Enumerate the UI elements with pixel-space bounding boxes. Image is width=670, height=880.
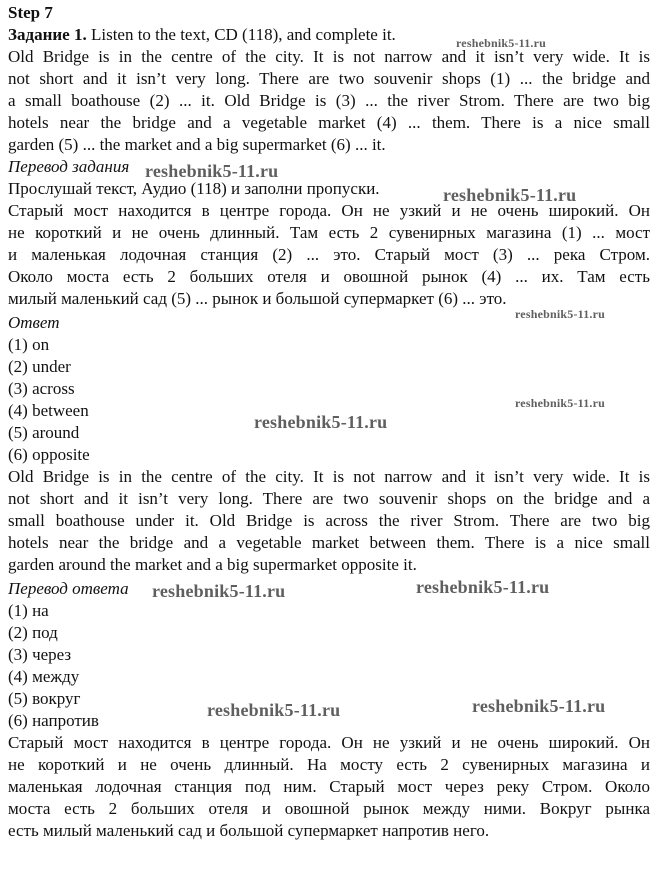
answer-translation-item: (2) под [8,623,58,642]
watermark: reshebnik5-11.ru [207,700,341,720]
answer-translation-line: есть милый маленький сад и большой супермаркет напротив него. [8,821,490,840]
watermark: reshebnik5-11.ru [515,396,605,410]
task-translation-line: Старый мост находится в центре города. Он не узкий и не очень широкий. Он [8,201,650,220]
answer-text-line: garden around the market and a big supermarket opposite it. [8,555,417,574]
answer-translation-line: моста есть 2 больших отеля и овошной рынок между ними. Вокруг рынка [8,799,650,818]
answer-translation-heading: Перевод ответа [8,579,129,598]
watermark: reshebnik5-11.ru [456,36,546,50]
answer-heading: Ответ [8,313,60,332]
answer-item: (4) between [8,401,89,420]
task-translation-line: не короткий и не очень длинный. Там есть 2 сувенирных магазина (1) ... мост [8,223,650,242]
answer-translation-item: (3) через [8,645,72,664]
task-line: Old Bridge is in the centre of the city. It is not narrow and it isn’t very wide. It is [8,47,650,66]
answer-text-line: Old Bridge is in the centre of the city. It is not narrow and it isn’t very wide. It is [8,467,650,486]
answer-item: (3) across [8,379,75,398]
task-translation-line: Прослушай текст, Аудио (118) и заполни пропуски. [8,179,380,198]
task-line: not short and it isn’t very long. There are two souvenir shops (1) ... the bridge and [8,69,650,88]
answer-translation-line: маленькая лодочная станция под ним. Старый мост через реку Стром. Около [8,777,650,796]
answer-text-line: hotels near the bridge and a vegetable market between them. There is a nice small [8,533,650,552]
answer-item: (5) around [8,423,80,442]
answer-text-line: not short and it isn’t very long. There are two souvenir shops on the bridge and a [8,489,650,508]
watermark: reshebnik5-11.ru [472,696,606,716]
watermark: reshebnik5-11.ru [254,412,388,432]
watermark: reshebnik5-11.ru [515,307,605,321]
answer-translation-item: (1) на [8,601,49,620]
task-line: a small boathouse (2) ... it. Old Bridge is (3) ... the river Strom. There are two big [8,91,650,110]
answer-item: (1) on [8,335,50,354]
answer-text-line: small boathouse under it. Old Bridge is across the river Strom. There are two big [8,511,650,530]
watermark: reshebnik5-11.ru [152,581,286,601]
answer-item: (6) opposite [8,445,90,464]
task-instruction-text: Listen to the text, CD (118), and complete it. [90,25,396,44]
answer-translation-item: (5) вокруг [8,689,81,708]
answer-translation-line: Старый мост находится в центре города. Он не узкий и не очень широкий. Он [8,733,650,752]
answer-translation-item: (6) напротив [8,711,99,730]
task-translation-line: Около моста есть 2 больших отеля и овошной рынок (4) ... их. Там есть [8,267,650,286]
step-title: Step 7 [8,3,53,22]
task-instruction [8,24,396,46]
task-translation-heading: Перевод задания [8,157,130,176]
task-line: garden (5) ... the market and a big supermarket (6) ... it. [8,135,386,154]
task-translation-line: и маленькая лодочная станция (2) ... это. Старый мост (3) ... река Стром. [8,245,650,264]
task-translation-line: милый маленький сад (5) ... рынок и большой супермаркет (6) ... это. [8,289,507,308]
task-label: Задание 1. [8,25,87,44]
watermark: reshebnik5-11.ru [416,577,550,597]
answer-item: (2) under [8,357,71,376]
answer-translation-item: (4) между [8,667,80,686]
watermark: reshebnik5-11.ru [443,185,577,205]
answer-translation-line: не короткий и не очень длинный. На мосту есть 2 сувенирных магазина и [8,755,650,774]
task-line: hotels near the bridge and a vegetable market (4) ... them. There is a nice small [8,113,650,132]
watermark: reshebnik5-11.ru [145,161,279,181]
